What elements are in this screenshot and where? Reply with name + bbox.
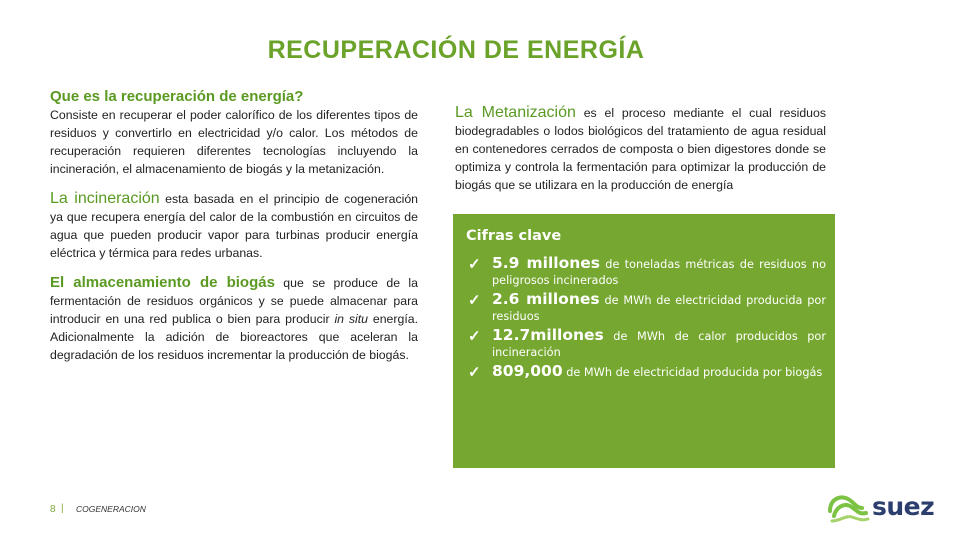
checkmark-icon: ✓ (468, 256, 481, 273)
stat-number: 809,000 (492, 362, 563, 380)
cifras-title: Cifras clave (466, 228, 562, 244)
biogas-text-1: que se produce de la fermentación de residuos orgánicos y se puede almacenar para introducir en una red publica o bien para producir (50, 276, 418, 326)
stat-number: 12.7millones (492, 326, 604, 344)
footer-separator: | (61, 503, 64, 514)
page-number: 8 (50, 504, 56, 515)
checkmark-icon: ✓ (468, 364, 481, 381)
stat-text (492, 364, 826, 381)
biogas-italic: in situ (334, 312, 369, 326)
incineracion-paragraph (50, 190, 418, 262)
stat-description: de MWh de calor producidos por incineración (492, 330, 826, 359)
footer-label: COGENERACION (76, 504, 146, 514)
incineracion-text: esta basada en el principio de cogeneración ya que recupera energía del calor de la combustión en circuitos de agua que pueden producir vapor para turbinas producir energía eléctrica y térmica para redes urbanas. (50, 192, 419, 260)
metanizacion-paragraph (455, 104, 826, 194)
stat-description: de toneladas métricas de residuos no peligrosos incinerados (492, 258, 826, 287)
suez-logo-mark-icon (826, 491, 872, 525)
biogas-lead: El almacenamiento de biogás (50, 274, 275, 291)
stat-number: 2.6 millones (492, 290, 600, 308)
logo-wordmark: suez (872, 492, 935, 521)
left-column (50, 88, 418, 364)
checkmark-icon: ✓ (468, 328, 481, 345)
biogas-text-2: energía. Adicionalmente la adición de bioreactores que aceleran la degradación de los residuos incrementar la producción de biogás. (50, 312, 419, 362)
stat-item (466, 364, 826, 382)
page-title: RECUPERACIÓN DE ENERGÍA (267, 36, 645, 64)
stat-description: de MWh de electricidad producida por residuos (492, 294, 826, 323)
metanizacion-block (455, 104, 826, 194)
biogas-paragraph (50, 274, 418, 364)
intro-text: Consiste en recuperar el poder calorífico de los diferentes tipos de residuos y convertirlo en electricidad y/o calor. Los métodos de recuperación requieren diferentes tecnologías incluyendo la incineración, el almacenamiento de biogás y la metanización. (50, 108, 418, 176)
suez-logo (826, 491, 936, 525)
stat-item (466, 292, 826, 324)
stat-text (492, 256, 826, 288)
stat-item (466, 256, 826, 288)
incineracion-lead: La incineración (50, 190, 160, 207)
stat-number: 5.9 millones (492, 254, 601, 272)
metanizacion-lead: La Metanización (455, 104, 576, 121)
metanizacion-text: es el proceso mediante el cual residuos biodegradables o lodos biológicos del tratamiento de agua residual en contenedores cerrados de composta o bien digestores donde se optimiza y controla la fermentación para optimizar la producción de biogás que se utilizara en la producción de energía (455, 106, 827, 192)
stat-item (466, 328, 826, 360)
stat-text (492, 328, 826, 360)
checkmark-icon: ✓ (468, 292, 481, 309)
stat-description: de MWh de electricidad producida por biogás (562, 366, 823, 379)
intro-heading: Que es la recuperación de energía? (50, 88, 304, 105)
cifras-clave-box (453, 214, 835, 468)
stat-text (492, 292, 826, 324)
